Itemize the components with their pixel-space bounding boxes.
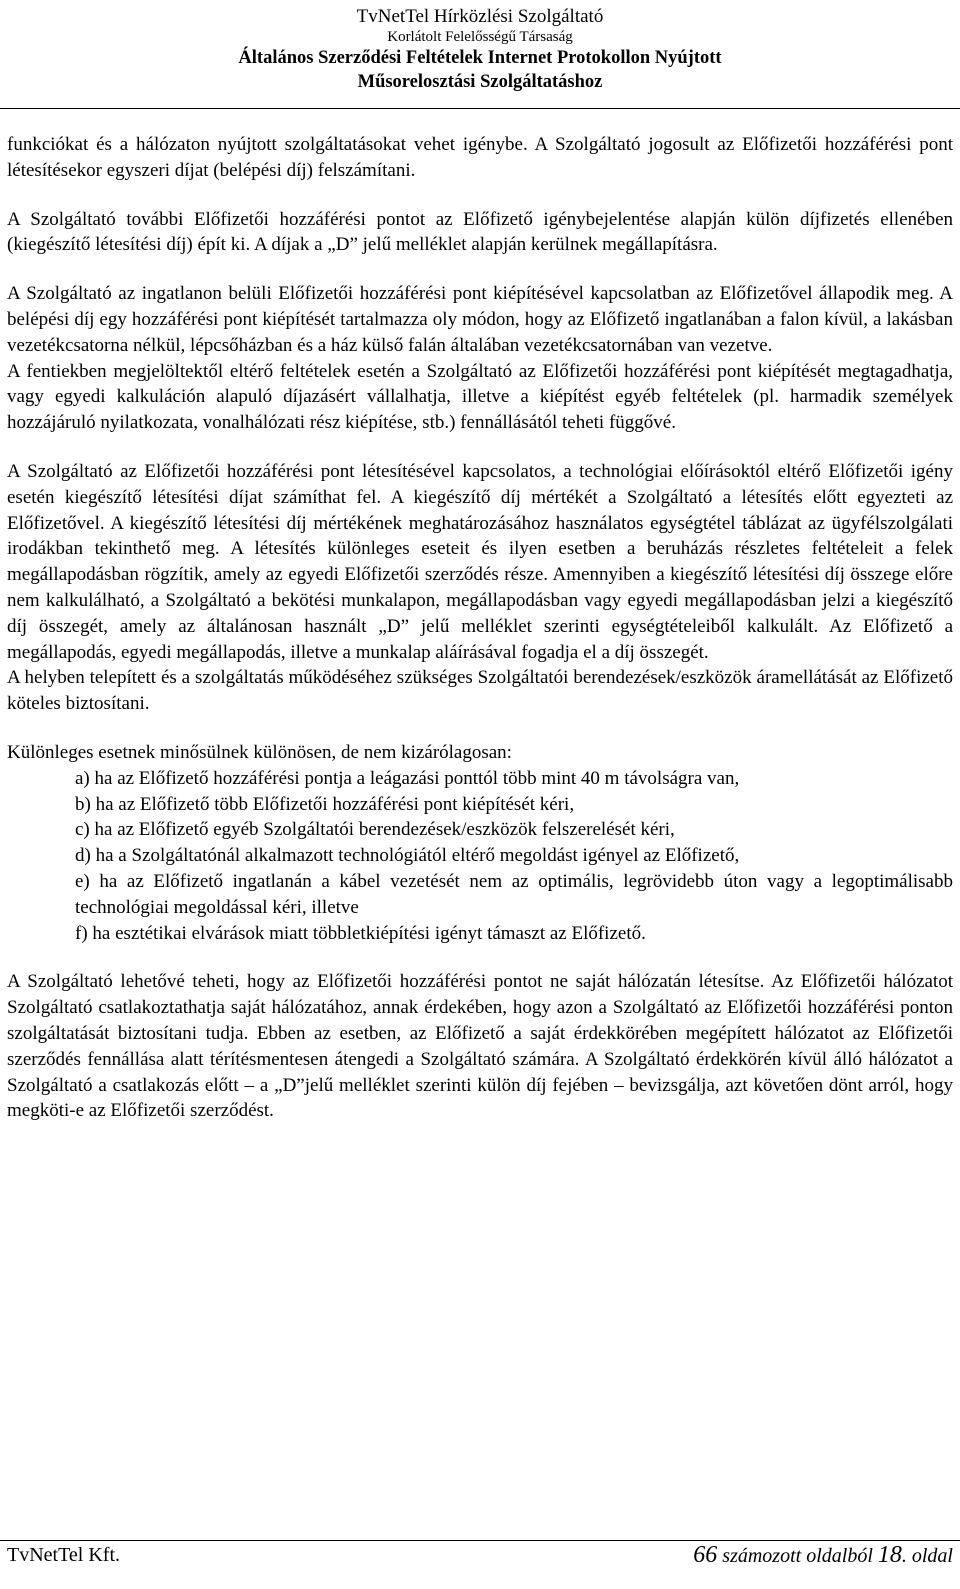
special-cases-list <box>7 766 953 947</box>
paragraph-7: Különleges esetnek minősülnek különösen, de nem kizárólagosan: <box>7 741 512 763</box>
company-name: TvNetTel Hírközlési Szolgáltató <box>356 6 604 27</box>
paragraph-1: funkciókat és a hálózaton nyújtott szolgáltatásokat vehet igénybe. A Szolgáltató jogosult az Előfizetői hozzáférési pont létesítésekor egyszeri díjat (belépési díj) felszámítani. <box>7 134 953 181</box>
page-header <box>0 6 960 93</box>
document-body <box>7 132 953 1124</box>
list-item: b) ha az Előfizető több Előfizetői hozzáférési pont kiépítését kéri, <box>75 793 575 815</box>
paragraph-8: A Szolgáltató lehetővé teheti, hogy az Előfizetői hozzáférési pontot ne saját hálózatán létesítse. Az Előfizetői hálózatot Szolgáltató csatlakoztathatja saját hálózatához, annak érdekében, hogy azon a Szolgáltató az Előfizetői hozzáférési ponton szolgáltatását biztosítani tudja. Ebben az esetben, az Előfizető a saját érdekkörében megépített hálózatot az Előfizetői szerződés fennállása alatt térítésmentesen átengedi a Szolgáltató számára. A Szolgáltató érdekkörén kívül álló hálózatot a Szolgáltató a csatlakozás előtt – a „D”jelű melléklet szerinti külön díj fejében – bevizsgálja, azt követően dönt arról, hogy megköti-e az Előfizetői szerződést. <box>7 971 953 1122</box>
paragraph-6: A helyben telepített és a szolgáltatás működéséhez szükséges Szolgáltatói berendezések/eszközök áramellátását az Előfizető köteles biztosítani. <box>7 667 953 715</box>
paragraph-3: A Szolgáltató az ingatlanon belüli Előfizetői hozzáférési pont kiépítésével kapcsolatban az Előfizetővel állapodik meg. A belépési díj egy hozzáférési pont kiépítését tartalmazza oly módon, hogy az Előfizető ingatlanában a falon kívül, a lakásban vezetékcsatorna nélkül, lépcsőházban és a ház külső falán általában vezetékcsatornában van vezetve. <box>7 283 953 356</box>
footer-divider <box>0 1540 960 1541</box>
company-form: Korlátolt Felelősségű Társaság <box>387 29 573 45</box>
footer-company: TvNetTel Kft. <box>7 1544 121 1566</box>
list-item: e) ha az Előfizető ingatlanán a kábel vezetését nem az optimális, legrövidebb úton vagy a legoptimálisabb technológiai megoldással kéri, illetve <box>75 870 953 918</box>
total-pages: 18 <box>877 1542 902 1568</box>
list-item: a) ha az Előfizető hozzáférési pontja a leágazási ponttól több mint 40 m távolságra van, <box>75 767 740 789</box>
page-indicator-middle: számozott oldalból <box>717 1545 878 1567</box>
header-divider <box>0 108 960 109</box>
page-indicator <box>693 1542 953 1569</box>
page-indicator-end: . oldal <box>901 1545 953 1567</box>
list-item: c) ha az Előfizető egyéb Szolgáltatói berendezések/eszközök felszerelését kéri, <box>75 819 675 841</box>
paragraph-4: A fentiekben megjelöltektől eltérő feltételek esetén a Szolgáltató az Előfizetői hozzáférési pont kiépítését megtagadhatja, vagy egyedi kalkuláción alapuló díjazásért vállalhatja, illetve a kiépítést egyéb feltételek (pl. harmadik személyek hozzájáruló nyilatkozata, vonalhálózati rész kiépítése, stb.) fennállásától teheti függővé. <box>7 360 953 434</box>
document-title-line-2: Műsorelosztási Szolgáltatáshoz <box>357 72 603 92</box>
list-item: d) ha a Szolgáltatónál alkalmazott technológiától eltérő megoldást igényel az Előfizető, <box>75 845 740 867</box>
document-title-line-1: Általános Szerződési Feltételek Internet Protokollon Nyújtott <box>238 48 722 68</box>
paragraph-5: A Szolgáltató az Előfizetői hozzáférési pont létesítésével kapcsolatos, a technológiai előírásoktól eltérő Előfizetői igény esetén kiegészítő létesítési díjat számíthat fel. A kiegészítő díj mértékét a Szolgáltató a létesítés előtt egyezteti az Előfizetővel. A kiegészítő létesítési díj mértékének meghatározásához használatos egységtétel táblázat az ügyfélszolgálati irodákban tekinthető meg. A létesítés különleges eseteit és ilyen esetben a beruházás részletes feltételeit a felek megállapodásban rögzítik, amely az egyedi Előfizetői szerződés része. Amennyiben a kiegészítő létesítési díj összege előre nem kalkulálható, a Szolgáltató a bekötési munkalapon, megállapodásban vagy egyedi megállapodásban jelzi a kiegészítő díj összegét, amely az általánosan használt „D” jelű melléklet szerinti egységtételeiből kalkulált. Az Előfizető a megállapodás, egyedi megállapodás, illetve a munkalap aláírásával fogadja el a díj összegét. <box>7 460 953 663</box>
list-item: f) ha esztétikai elvárások miatt többletkiépítési igényt támaszt az Előfizető. <box>75 922 646 944</box>
paragraph-2: A Szolgáltató további Előfizetői hozzáférési pontot az Előfizető igénybejelentése alapján külön díjfizetés ellenében (kiegészítő létesítési díj) épít ki. A díjak a „D” jelű melléklet alapján kerülnek megállapításra. <box>7 208 953 256</box>
page-number: 66 <box>693 1542 718 1568</box>
